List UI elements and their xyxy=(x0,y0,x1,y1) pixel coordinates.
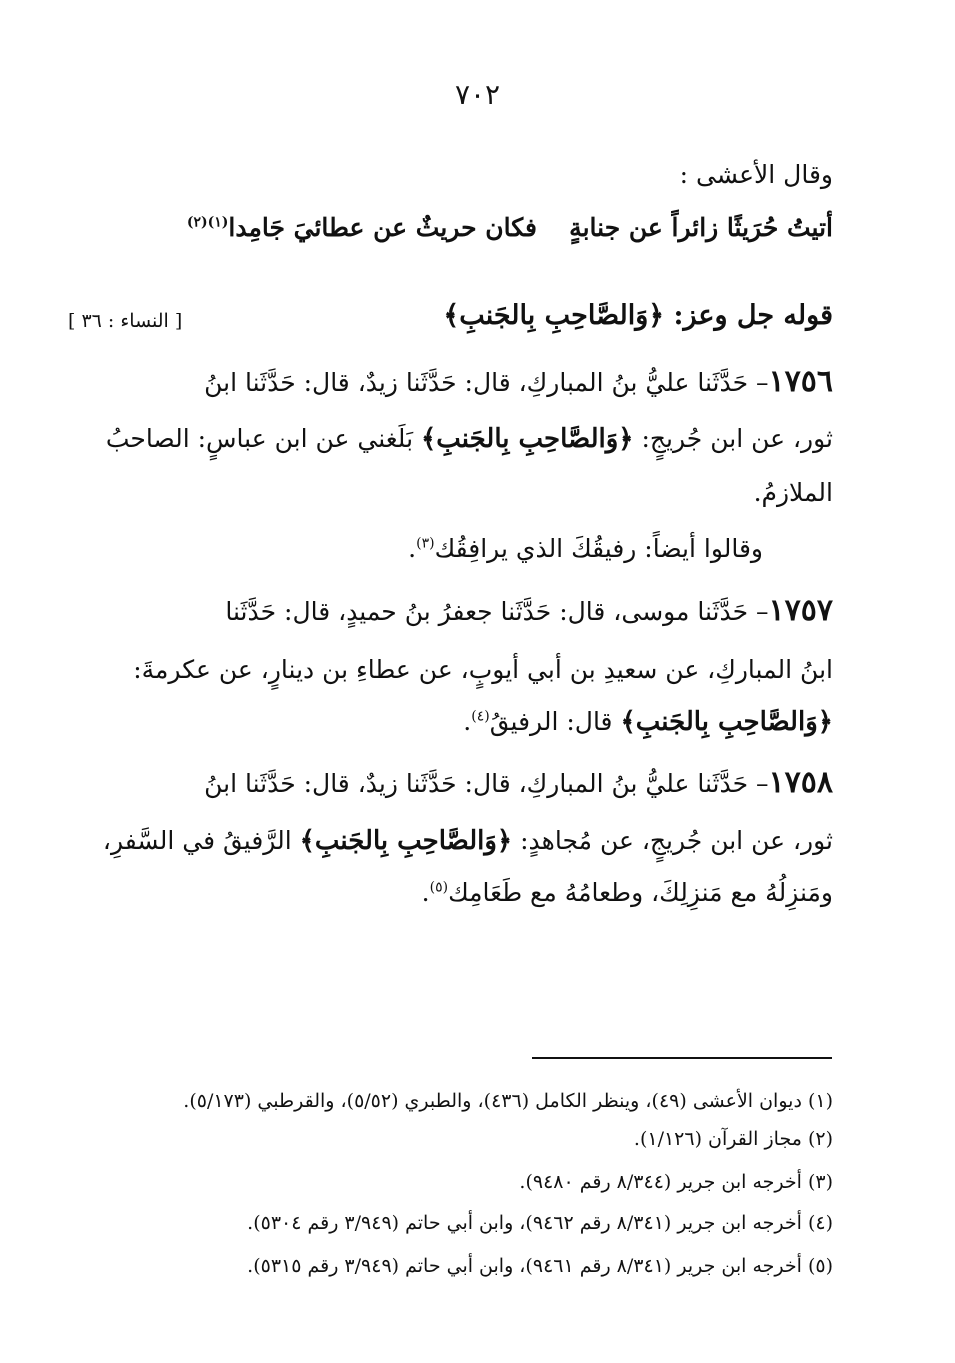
footnote-5: (٥) أخرجه ابن جرير (٨/٣٤١ رقم ٩٤٦١)، وابن أبي حاتم (٣/٩٤٩ رقم ٥٣١٥). xyxy=(247,1255,833,1277)
footnote-divider xyxy=(532,1057,832,1059)
also-said-text: وقالوا أيضاً: رفيقُكَ الذي يرافِقُك xyxy=(434,534,763,563)
hadith-1757-end: . xyxy=(463,707,472,736)
hadith-1757-line1 xyxy=(225,593,833,628)
hadith-1758-end: . xyxy=(421,878,430,907)
hadith-1758-text3: ومَنزِلُهُ مع مَنزِلِكَ، وطعامُهُ مع طَعَامِك xyxy=(448,878,833,907)
hadith-number: ١٧٥٨ xyxy=(768,765,833,800)
also-said-line xyxy=(408,534,763,563)
footnote-3: (٣) أخرجه ابن جرير (٨/٣٤٤ رقم ٩٤٨٠). xyxy=(519,1171,833,1193)
hadith-1758-text1: – حَدَّثَنا عليُّ بنُ المباركِ، قال: حَدَّثَنا زيدٌ، قال: حَدَّثَنا ابنُ xyxy=(204,769,769,798)
hadith-1757-line2: ابنُ المباركِ، عن سعيدِ بن أبي أيوبٍ، عن عطاءِ بن دينارٍ، عن عكرمةَ: xyxy=(133,655,833,684)
also-said-end: . xyxy=(408,534,417,563)
quran-citation: [ النساء : ٣٦ ] xyxy=(68,310,183,332)
hadith-1758-line2 xyxy=(103,826,833,856)
hadith-1758-text2a: ثور، عن ابن جُريجٍ، عن مُجاهدٍ: xyxy=(512,826,833,855)
footnote-1: (١) ديوان الأعشى (٤٩)، وينظر الكامل (٤٣٦)، والطبري (٥/٥٢)، والقرطبي (٥/١٧٣). xyxy=(183,1090,833,1112)
footnote-ref-5: (٥) xyxy=(429,879,449,896)
verse-quote: ﴿وَالصَّاحِبِ بِالجَنبِ﴾ xyxy=(421,424,634,454)
hadith-1757-text3: قال: الرفيقُ xyxy=(489,707,621,736)
hadith-1756-text1: – حَدَّثَنا عليُّ بنُ المباركِ، قال: حَدَّثَنا زيدٌ، قال: حَدَّثَنا ابنُ xyxy=(204,368,769,397)
footnote-ref-4: (٤) xyxy=(471,708,490,725)
hadith-1757-line3 xyxy=(463,707,833,737)
hadith-1757-text1: – حَدَّثَنا موسى، قال: حَدَّثَنا جعفرُ بنُ حميدٍ، قال: حَدَّثَنا xyxy=(225,597,769,626)
poem-intro: وقال الأعشى : xyxy=(679,160,833,189)
poem-left-hemistich xyxy=(187,213,537,242)
footnote-2: (٢) مجاز القرآن (١/١٢٦). xyxy=(633,1128,833,1150)
poem-footnote-ref: (١)(٢) xyxy=(186,214,229,231)
page-number: ٧٠٢ xyxy=(454,78,501,111)
poem-left-hemistich-text: فكان حريثٌ عن عطائيَ جَامِدا xyxy=(228,213,537,242)
hadith-1756-text2a: ثور، عن ابن جُريجٍ: xyxy=(633,424,833,453)
hadith-1758-text2b: الرَّفيقُ في السَّفرِ، xyxy=(102,826,300,855)
hadith-1756-line1 xyxy=(121,364,833,399)
section-heading: قوله جل وعز: ﴿وَالصَّاحِبِ بِالجَنبِ﴾ xyxy=(443,300,833,331)
hadith-1758-line3 xyxy=(422,878,833,907)
hadith-number: ١٧٥٧ xyxy=(768,593,833,628)
hadith-1756-line2 xyxy=(106,424,833,454)
poem-right-hemistich: أتيتُ حُرَيثًا زائراً عن جنابةٍ xyxy=(569,213,833,242)
hadith-number: ١٧٥٦ xyxy=(768,364,833,399)
verse-quote: ﴿وَالصَّاحِبِ بِالجَنبِ﴾ xyxy=(299,826,513,856)
footnote-4: (٤) أخرجه ابن جرير (٨/٣٤١ رقم ٩٤٦٢)، وابن أبي حاتم (٣/٩٤٩ رقم ٥٣٠٤). xyxy=(247,1212,833,1234)
hadith-1758-line1 xyxy=(204,765,833,800)
verse-quote: ﴿وَالصَّاحِبِ بِالجَنبِ﴾ xyxy=(620,707,833,737)
footnote-ref-3: (٣) xyxy=(416,535,435,552)
hadith-1756-line3: الملازمُ. xyxy=(753,478,833,507)
hadith-1756-text2b: بَلَغني عن ابن عباسٍ: الصاحبُ xyxy=(105,424,421,453)
